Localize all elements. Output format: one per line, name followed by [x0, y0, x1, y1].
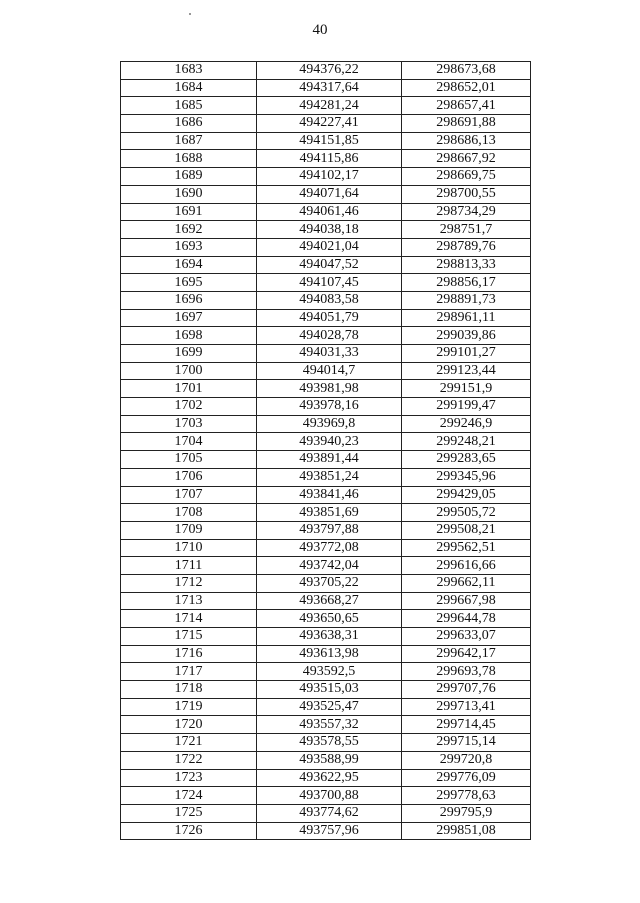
x-coordinate-cell: 493668,27 — [257, 592, 402, 610]
point-number-cell: 1711 — [121, 557, 257, 575]
point-number-cell: 1715 — [121, 628, 257, 646]
table-row — [121, 238, 531, 256]
point-number-cell: 1696 — [121, 291, 257, 309]
table-row — [121, 787, 531, 805]
x-coordinate-cell: 493969,8 — [257, 415, 402, 433]
table-row — [121, 504, 531, 522]
y-coordinate-cell: 299248,21 — [402, 433, 531, 451]
x-coordinate-cell: 493700,88 — [257, 787, 402, 805]
table-row — [121, 327, 531, 345]
table-row — [121, 592, 531, 610]
point-number-cell: 1697 — [121, 309, 257, 327]
table-row — [121, 132, 531, 150]
x-coordinate-cell: 494083,58 — [257, 291, 402, 309]
point-number-cell: 1712 — [121, 574, 257, 592]
x-coordinate-cell: 494038,18 — [257, 221, 402, 239]
x-coordinate-cell: 494107,45 — [257, 274, 402, 292]
point-number-cell: 1704 — [121, 433, 257, 451]
point-number-cell: 1719 — [121, 698, 257, 716]
y-coordinate-cell: 298961,11 — [402, 309, 531, 327]
x-coordinate-cell: 494028,78 — [257, 327, 402, 345]
point-number-cell: 1726 — [121, 822, 257, 840]
point-number-cell: 1695 — [121, 274, 257, 292]
point-number-cell: 1725 — [121, 804, 257, 822]
point-number-cell: 1701 — [121, 380, 257, 398]
y-coordinate-cell: 299667,98 — [402, 592, 531, 610]
point-number-cell: 1706 — [121, 468, 257, 486]
x-coordinate-cell: 494151,85 — [257, 132, 402, 150]
x-coordinate-cell: 494115,86 — [257, 150, 402, 168]
y-coordinate-cell: 299642,17 — [402, 645, 531, 663]
point-number-cell: 1698 — [121, 327, 257, 345]
point-number-cell: 1710 — [121, 539, 257, 557]
table-row — [121, 539, 531, 557]
y-coordinate-cell: 298673,68 — [402, 62, 531, 80]
point-number-cell: 1692 — [121, 221, 257, 239]
point-number-cell: 1705 — [121, 451, 257, 469]
table-row — [121, 256, 531, 274]
x-coordinate-cell: 494071,64 — [257, 185, 402, 203]
y-coordinate-cell: 298813,33 — [402, 256, 531, 274]
y-coordinate-cell: 298789,76 — [402, 238, 531, 256]
y-coordinate-cell: 299123,44 — [402, 362, 531, 380]
point-number-cell: 1721 — [121, 734, 257, 752]
y-coordinate-cell: 298691,88 — [402, 115, 531, 133]
y-coordinate-cell: 299778,63 — [402, 787, 531, 805]
point-number-cell: 1694 — [121, 256, 257, 274]
table-row — [121, 221, 531, 239]
table-row — [121, 822, 531, 840]
table-row — [121, 345, 531, 363]
table-row — [121, 97, 531, 115]
y-coordinate-cell: 299246,9 — [402, 415, 531, 433]
point-number-cell: 1720 — [121, 716, 257, 734]
y-coordinate-cell: 298891,73 — [402, 291, 531, 309]
x-coordinate-cell: 493557,32 — [257, 716, 402, 734]
point-number-cell: 1685 — [121, 97, 257, 115]
x-coordinate-cell: 494021,04 — [257, 238, 402, 256]
y-coordinate-cell: 299039,86 — [402, 327, 531, 345]
y-coordinate-cell: 299562,51 — [402, 539, 531, 557]
x-coordinate-cell: 494031,33 — [257, 345, 402, 363]
table-row — [121, 274, 531, 292]
coordinates-table-body — [121, 62, 531, 840]
table-row — [121, 486, 531, 504]
y-coordinate-cell: 299633,07 — [402, 628, 531, 646]
table-row — [121, 291, 531, 309]
table-row — [121, 415, 531, 433]
x-coordinate-cell: 494317,64 — [257, 79, 402, 97]
table-row — [121, 468, 531, 486]
point-number-cell: 1702 — [121, 398, 257, 416]
point-number-cell: 1686 — [121, 115, 257, 133]
table-row — [121, 62, 531, 80]
y-coordinate-cell: 299714,45 — [402, 716, 531, 734]
x-coordinate-cell: 494281,24 — [257, 97, 402, 115]
y-coordinate-cell: 298652,01 — [402, 79, 531, 97]
scan-speck — [189, 13, 191, 15]
point-number-cell: 1714 — [121, 610, 257, 628]
table-row — [121, 380, 531, 398]
x-coordinate-cell: 493622,95 — [257, 769, 402, 787]
y-coordinate-cell: 299151,9 — [402, 380, 531, 398]
y-coordinate-cell: 299715,14 — [402, 734, 531, 752]
point-number-cell: 1724 — [121, 787, 257, 805]
table-row — [121, 698, 531, 716]
x-coordinate-cell: 494061,46 — [257, 203, 402, 221]
y-coordinate-cell: 299345,96 — [402, 468, 531, 486]
y-coordinate-cell: 299662,11 — [402, 574, 531, 592]
point-number-cell: 1684 — [121, 79, 257, 97]
y-coordinate-cell: 299644,78 — [402, 610, 531, 628]
x-coordinate-cell: 493772,08 — [257, 539, 402, 557]
y-coordinate-cell: 298667,92 — [402, 150, 531, 168]
point-number-cell: 1717 — [121, 663, 257, 681]
y-coordinate-cell: 299851,08 — [402, 822, 531, 840]
x-coordinate-cell: 493774,62 — [257, 804, 402, 822]
y-coordinate-cell: 299693,78 — [402, 663, 531, 681]
y-coordinate-cell: 299707,76 — [402, 681, 531, 699]
point-number-cell: 1693 — [121, 238, 257, 256]
table-row — [121, 645, 531, 663]
x-coordinate-cell: 493891,44 — [257, 451, 402, 469]
y-coordinate-cell: 299199,47 — [402, 398, 531, 416]
x-coordinate-cell: 493940,23 — [257, 433, 402, 451]
table-row — [121, 610, 531, 628]
table-row — [121, 557, 531, 575]
y-coordinate-cell: 298700,55 — [402, 185, 531, 203]
y-coordinate-cell: 299776,09 — [402, 769, 531, 787]
point-number-cell: 1691 — [121, 203, 257, 221]
y-coordinate-cell: 298657,41 — [402, 97, 531, 115]
point-number-cell: 1689 — [121, 168, 257, 186]
table-row — [121, 804, 531, 822]
point-number-cell: 1703 — [121, 415, 257, 433]
point-number-cell: 1722 — [121, 751, 257, 769]
x-coordinate-cell: 494047,52 — [257, 256, 402, 274]
x-coordinate-cell: 493978,16 — [257, 398, 402, 416]
x-coordinate-cell: 493592,5 — [257, 663, 402, 681]
table-row — [121, 309, 531, 327]
point-number-cell: 1707 — [121, 486, 257, 504]
table-row — [121, 168, 531, 186]
x-coordinate-cell: 493578,55 — [257, 734, 402, 752]
point-number-cell: 1690 — [121, 185, 257, 203]
table-row — [121, 150, 531, 168]
table-row — [121, 751, 531, 769]
x-coordinate-cell: 493742,04 — [257, 557, 402, 575]
x-coordinate-cell: 493525,47 — [257, 698, 402, 716]
y-coordinate-cell: 299795,9 — [402, 804, 531, 822]
x-coordinate-cell: 493515,03 — [257, 681, 402, 699]
y-coordinate-cell: 298751,7 — [402, 221, 531, 239]
table-row — [121, 79, 531, 97]
table-row — [121, 433, 531, 451]
table-row — [121, 451, 531, 469]
y-coordinate-cell: 299713,41 — [402, 698, 531, 716]
y-coordinate-cell: 299720,8 — [402, 751, 531, 769]
x-coordinate-cell: 493650,65 — [257, 610, 402, 628]
y-coordinate-cell: 298856,17 — [402, 274, 531, 292]
x-coordinate-cell: 493613,98 — [257, 645, 402, 663]
x-coordinate-cell: 493757,96 — [257, 822, 402, 840]
table-row — [121, 574, 531, 592]
table-row — [121, 398, 531, 416]
point-number-cell: 1683 — [121, 62, 257, 80]
x-coordinate-cell: 493981,98 — [257, 380, 402, 398]
point-number-cell: 1716 — [121, 645, 257, 663]
y-coordinate-cell: 299505,72 — [402, 504, 531, 522]
table-row — [121, 362, 531, 380]
x-coordinate-cell: 493705,22 — [257, 574, 402, 592]
point-number-cell: 1708 — [121, 504, 257, 522]
table-row — [121, 115, 531, 133]
table-row — [121, 663, 531, 681]
y-coordinate-cell: 299429,05 — [402, 486, 531, 504]
table-row — [121, 716, 531, 734]
x-coordinate-cell: 493851,69 — [257, 504, 402, 522]
x-coordinate-cell: 494376,22 — [257, 62, 402, 80]
x-coordinate-cell: 493588,99 — [257, 751, 402, 769]
y-coordinate-cell: 299508,21 — [402, 521, 531, 539]
y-coordinate-cell: 298734,29 — [402, 203, 531, 221]
y-coordinate-cell: 299101,27 — [402, 345, 531, 363]
coordinates-table — [120, 61, 531, 840]
point-number-cell: 1713 — [121, 592, 257, 610]
table-row — [121, 769, 531, 787]
table-row — [121, 185, 531, 203]
point-number-cell: 1688 — [121, 150, 257, 168]
point-number-cell: 1723 — [121, 769, 257, 787]
page-number: 40 — [312, 22, 328, 38]
x-coordinate-cell: 493841,46 — [257, 486, 402, 504]
point-number-cell: 1709 — [121, 521, 257, 539]
point-number-cell: 1699 — [121, 345, 257, 363]
point-number-cell: 1718 — [121, 681, 257, 699]
table-row — [121, 203, 531, 221]
table-row — [121, 734, 531, 752]
y-coordinate-cell: 298669,75 — [402, 168, 531, 186]
x-coordinate-cell: 493797,88 — [257, 521, 402, 539]
x-coordinate-cell: 493638,31 — [257, 628, 402, 646]
x-coordinate-cell: 494227,41 — [257, 115, 402, 133]
x-coordinate-cell: 494102,17 — [257, 168, 402, 186]
table-row — [121, 628, 531, 646]
table-row — [121, 681, 531, 699]
x-coordinate-cell: 493851,24 — [257, 468, 402, 486]
y-coordinate-cell: 299616,66 — [402, 557, 531, 575]
y-coordinate-cell: 299283,65 — [402, 451, 531, 469]
x-coordinate-cell: 494051,79 — [257, 309, 402, 327]
point-number-cell: 1700 — [121, 362, 257, 380]
point-number-cell: 1687 — [121, 132, 257, 150]
y-coordinate-cell: 298686,13 — [402, 132, 531, 150]
x-coordinate-cell: 494014,7 — [257, 362, 402, 380]
table-row — [121, 521, 531, 539]
